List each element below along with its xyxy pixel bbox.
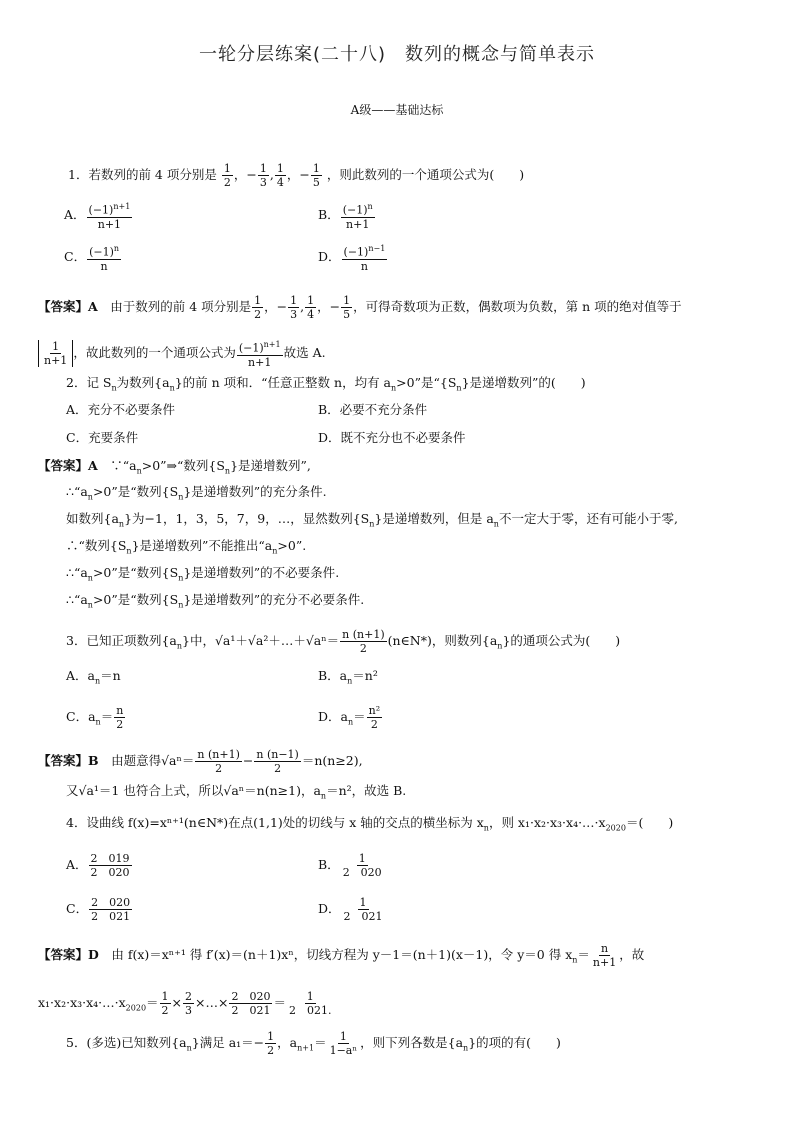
q3-stem: 3．已知正项数列$\{a_n\}$中，√a¹＋√a²＋…＋√aⁿ＝ $\frac{n (n+1)}{2}$ (n∈N*)，则数列$\{a_n\}$的通项公式为( ): [66, 628, 621, 655]
q3-option-b: B．$a_n=n^2$: [318, 668, 378, 686]
q2-answer-l5: $\therefore“a_n>0$”是“数列$\{S_n\}$是递增数列”的不必要条件.: [66, 565, 340, 583]
q1-term4: $\frac{1}{5}$: [312, 162, 320, 189]
q1-answer-line2: $\frac{1}{n+1}$ ，故此数列的一个通项公式为 $\frac{(-1)^{n+1}}{n+1}$ 故选 A.: [38, 338, 326, 369]
q4-option-d: D． $\frac{1}{2 021}$: [318, 896, 383, 923]
q3-option-d: D．$a_n=$ $\frac{\text{n²}}{2}$: [318, 704, 381, 731]
q2-option-c: C．充要条件: [66, 430, 139, 445]
q1-stem: 1．若数列的前 4 项分别是 $\frac{1}{2}$ ，− $\frac{1}{3}$ , $\frac{1}{4}$ ，− $\frac{1}{5}$ ，则此数列的一个通项公式为( ): [68, 162, 525, 189]
q1-answer: 【答案】A 由于数列的前 4 项分别是 $\frac{1}{2}$ ，− $\frac{1}{3}$ , $\frac{1}{4}$ ，− $\frac{1}{5}$ ，可得奇数项为正数，偶数项为负数，第 n 项的绝对值等于: [38, 294, 682, 321]
q2-answer-l1: 【答案】A $\because“a_n>0”\Rightarrow“$数列$\{S_n\}$是递增数列”,: [38, 458, 311, 476]
q1-option-a: A． $\frac{(-1)^{n+1}}{n+1}$: [64, 202, 131, 231]
q4-answer: 【答案】D 由 f(x)＝xⁿ⁺¹ 得 f′(x)＝(n＋1)xⁿ，切线方程为 y－1＝(n＋1)(x－1)，令 y＝0 得 $x_n=$ $\frac{n}{n+1}$ ，故: [38, 942, 645, 969]
q3-answer-line2: 又√a¹＝1 也符合上式，所以√aⁿ＝n(n≥1)，$a_n=n^2$，故选 B.: [66, 783, 407, 801]
q4-stem: 4．设曲线 f(x)=xⁿ⁺¹(n∈N*)在点(1,1)处的切线与 x 轴的交点的横坐标为 $x_n$，则 $x_1\cdot x_2\cdot x_3\cdot x_4\cdot\dots\cdot x_{2020}=$( ): [66, 815, 674, 833]
q4-option-c: C． $\frac{2 020}{2 021}$: [66, 896, 131, 923]
q1-term2: $\frac{1}{3}$: [259, 162, 267, 189]
q1-option-c: C． $\frac{(-1)^n}{n}$: [64, 244, 120, 273]
q3-answer: 【答案】B 由题意得√aⁿ＝ $\frac{n (n+1)}{2}$ − $\frac{n (n-1)}{2}$ ＝n(n≥2),: [38, 748, 363, 775]
q4-option-a: A． $\frac{2 019}{2 020}$: [66, 852, 130, 879]
q4-option-b: B． $\frac{1}{2 020}$: [318, 852, 382, 879]
q1-option-b: B． $\frac{(-1)^n}{n+1}$: [318, 202, 373, 231]
q1-term3: $\frac{1}{4}$: [276, 162, 284, 189]
q1-term1: $\frac{1}{2}$: [223, 162, 231, 189]
q3-option-a: A．$a_n=n$: [66, 668, 121, 686]
q1-option-d: D． $\frac{(-1)^{n-1}}{n}$: [318, 244, 386, 273]
q2-answer-l3: 如数列$\{a_n\}$为−1，1，3，5，7，9，…，显然数列$\{S_n\}$是递增数列，但是 $a_n$不一定大于零，还有可能小于零,: [66, 511, 678, 529]
q2-answer-l6: $\therefore“a_n>0$”是“数列$\{S_n\}$是递增数列”的充分不必要条件.: [66, 592, 365, 610]
q5-stem: 5．(多选)已知数列$\{a_n\}$满足 a₁＝− $\frac{1}{2}$ ，$a_{n+1}=$ $\frac{1}{\text{1−aⁿ}}$ ，则下列各数是$\{a_n\}$的项的有( ): [66, 1030, 561, 1057]
q2-option-b: B．必要不充分条件: [318, 402, 428, 417]
page-title: 一轮分层练案(二十八) 数列的概念与简单表示: [198, 44, 596, 65]
q4-answer-line2: $x_1\cdot x_2\cdot x_3\cdot x_4\cdot\dots\cdot x_{2020}=$ $\frac{1}{2}$ × $\frac{2}{3}$ ×…× $\frac{2 020}{2 021}$ ＝ $\frac{1}{2 021.}$: [38, 990, 332, 1017]
q2-answer-l2: $\therefore“a_n>0$”是“数列$\{S_n\}$是递增数列”的充分条件.: [66, 484, 327, 502]
q2-answer-l4: ∴“数列$\{S_n\}$是递增数列”不能推出“$a_n>0$”.: [66, 538, 307, 556]
q2-stem: 2．记 $S_n$为数列$\{a_n\}$的前 n 项和．“任意正整数 n，均有 $a_n>0$”是“$\{S_n\}$是递增数列”的( ): [66, 375, 586, 393]
q2-option-d: D．既不充分也不必要条件: [318, 430, 466, 445]
section-level: A级——基础达标: [350, 103, 444, 117]
q3-option-c: C．$a_n=$ $\frac{n}{2}$: [66, 704, 124, 731]
q2-option-a: A．充分不必要条件: [66, 402, 176, 417]
